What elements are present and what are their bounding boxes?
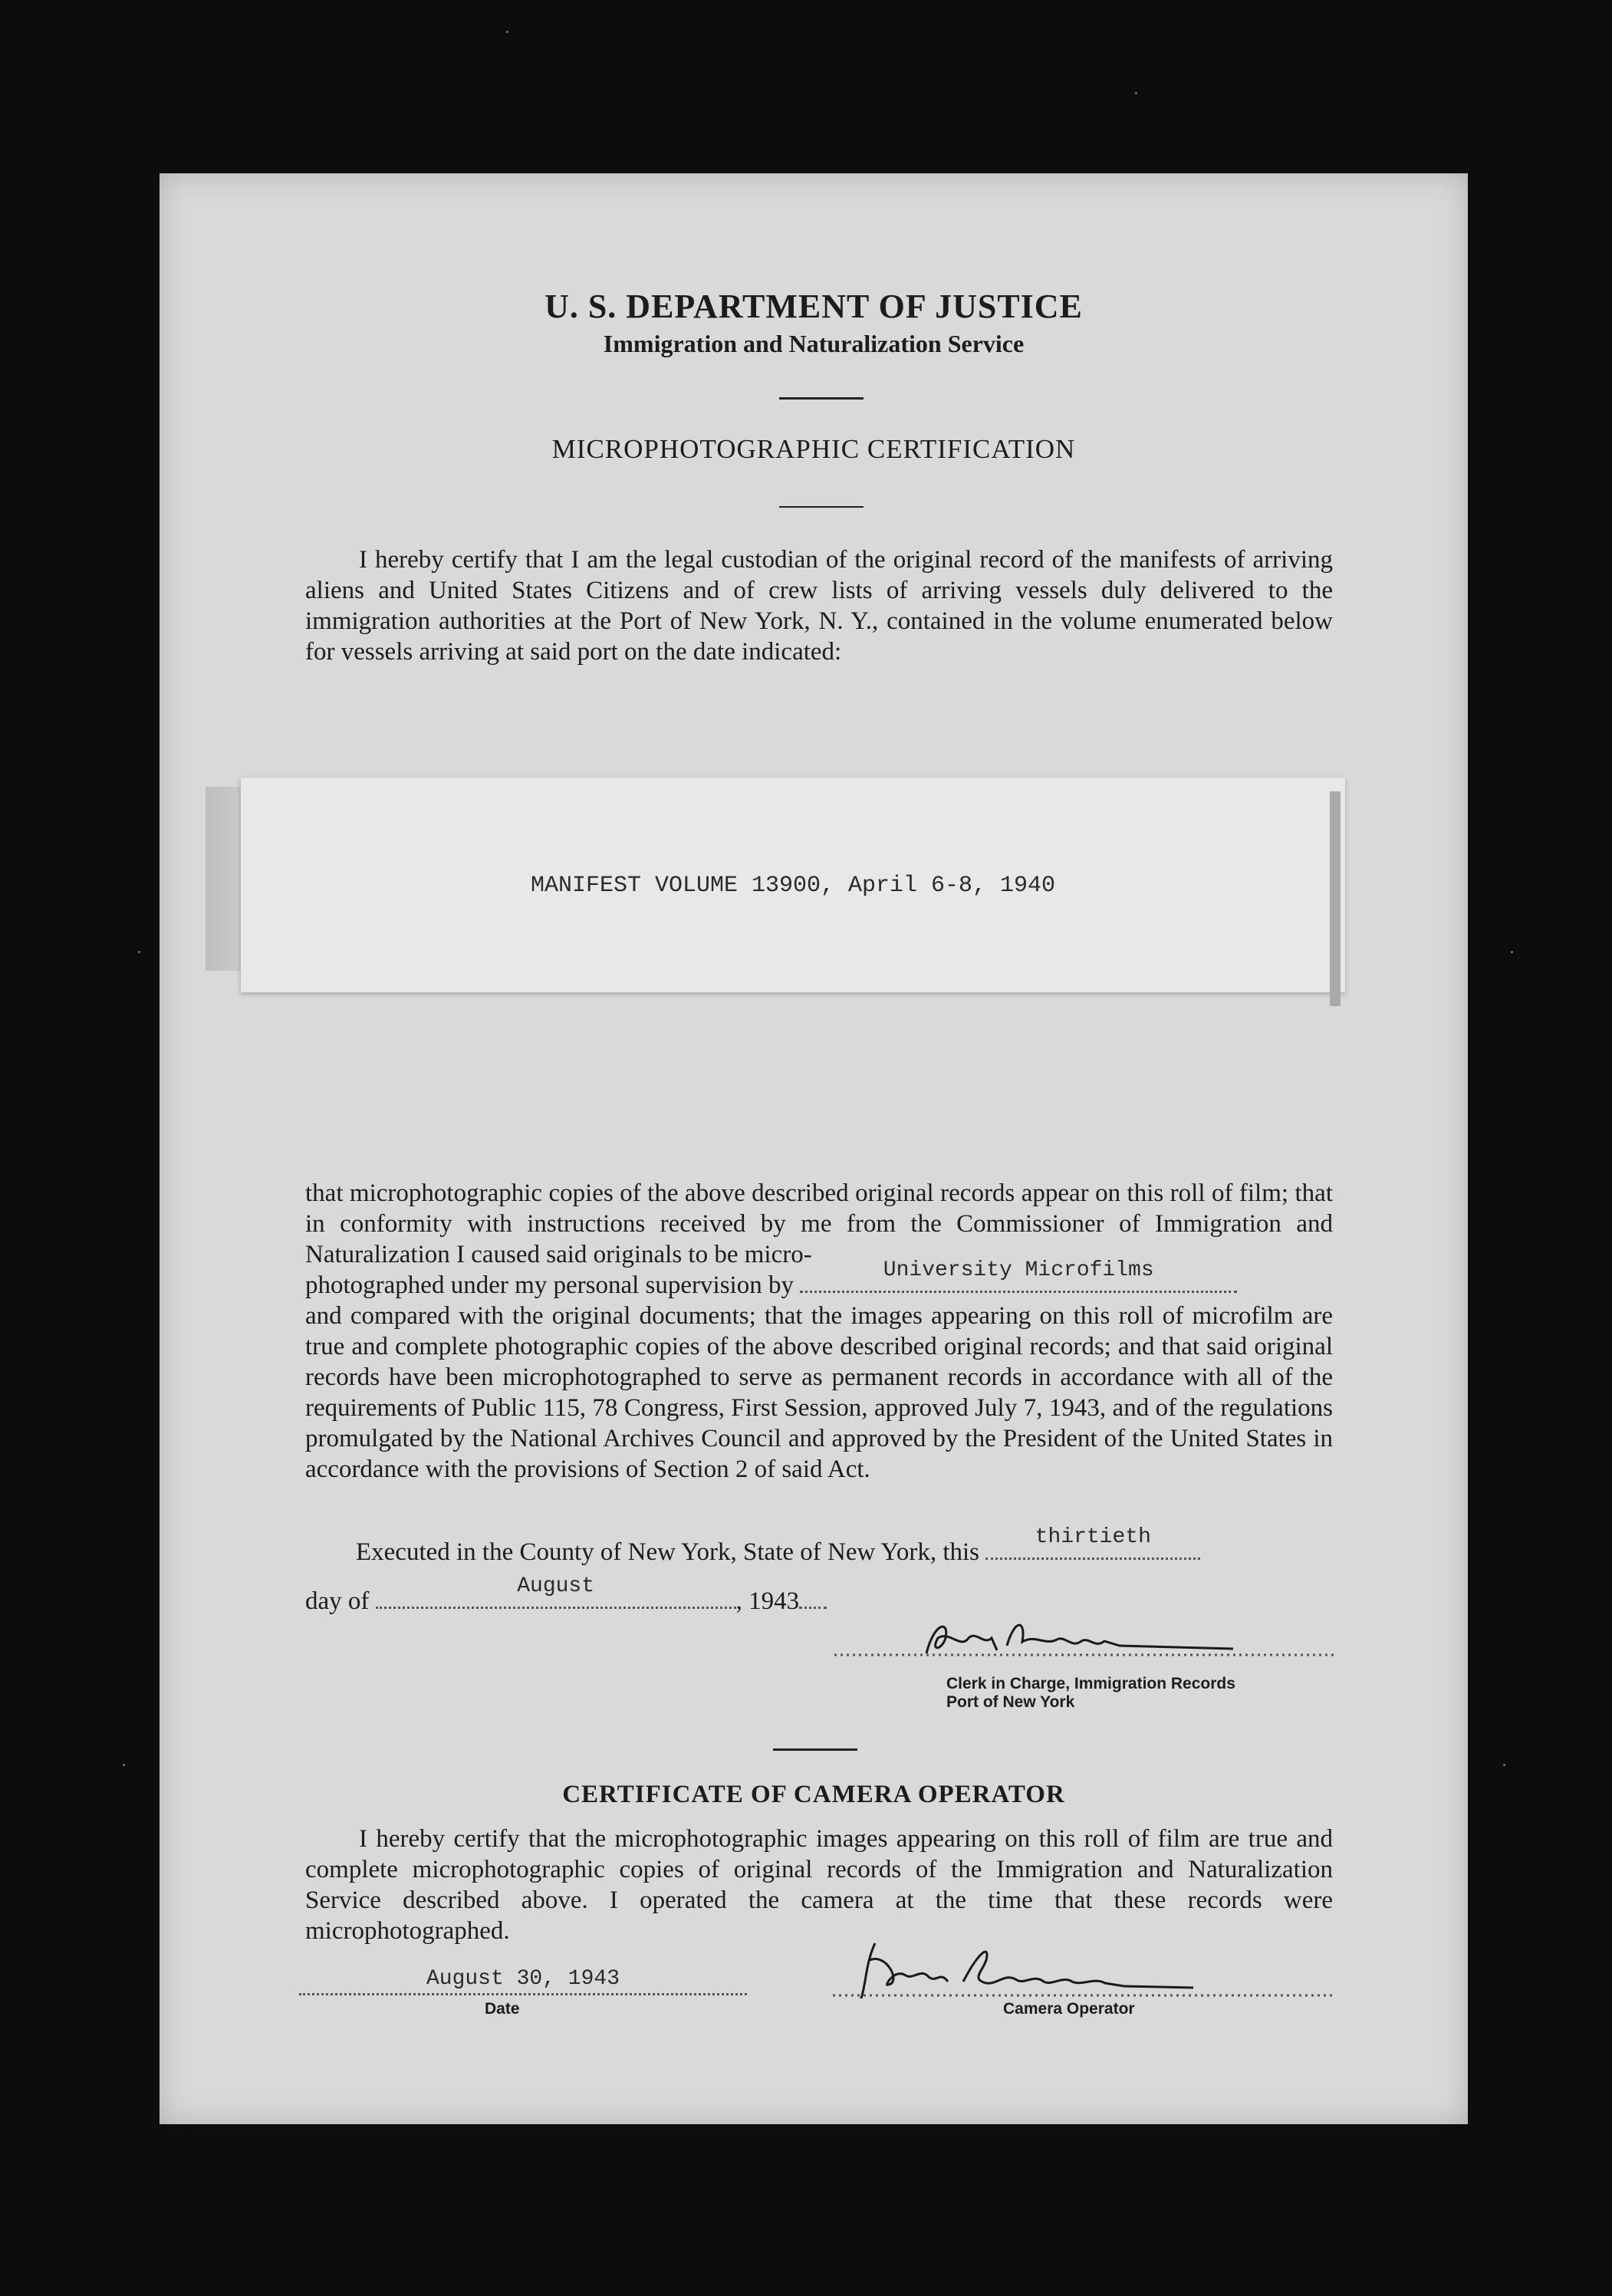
certification-paragraph-end: and compared with the original documents; that the images appearing on this roll of microfilm are true and complete photographic copies of the above described original records; and that said original records have been microphotographed to serve as permanent records in accordance with all of the requirements of Public 115, 78 Congress, First Session, approved July 7, 1943, and of the regulations promulgated by the National Archives Council and approved by the President of the United States in accordance with the provisions of Section 2 of said Act. <box>305 1302 1333 1483</box>
clerk-title <box>946 1675 1235 1712</box>
custodian-statement: I hereby certify that I am the legal custodian of the original record of the manifests of arriving aliens and United States Citizens and of crew lists of arriving vessels duly delivered to the immigration authorities at the Port of New York, N. Y., contained in the volume enumerated below for vessels arriving at said port on the date indicated: <box>305 546 1333 666</box>
clerk-title-line1: Clerk in Charge, Immigration Records <box>946 1675 1235 1692</box>
volume-slip-text: MANIFEST VOLUME 13900, April 6-8, 1940 <box>530 873 1056 899</box>
day-value: thirtieth <box>1035 1525 1151 1549</box>
executed-prefix: Executed in the County of New York, State of New York, this <box>356 1538 980 1566</box>
volume-slip <box>241 778 1345 992</box>
year-text: , 1943 <box>735 1587 800 1615</box>
day-field <box>985 1525 1200 1560</box>
certificate-sheet <box>160 173 1468 2124</box>
film-speck <box>1511 951 1513 953</box>
film-speck <box>123 1764 125 1766</box>
clerk-title-line2: Port of New York <box>946 1693 1075 1711</box>
supervisor-value: University Microfilms <box>883 1258 1154 1282</box>
clerk-signature <box>834 1615 1334 1661</box>
film-speck <box>1135 92 1137 94</box>
date-field <box>299 1968 747 1995</box>
agency-heading: U. S. DEPARTMENT OF JUSTICE <box>544 288 1083 325</box>
day-of-label: day of <box>305 1587 370 1615</box>
camera-operator-statement: I hereby certify that the microphotographic images appearing on this roll of film are true and complete microphotographic copies of original records of the Immigration and Naturalization Service described above. I operated the camera at the time that these records were microphotographed. <box>305 1825 1333 1945</box>
month-field <box>376 1574 736 1609</box>
clerk-signature-field <box>834 1615 1334 1661</box>
film-speck <box>506 31 508 33</box>
operator-label: Camera Operator <box>1003 2000 1135 2018</box>
film-speck <box>1503 1764 1505 1766</box>
supervision-line <box>305 1258 1237 1301</box>
operator-signature-field <box>833 1937 1336 1998</box>
divider <box>779 397 864 400</box>
slip-edge <box>1330 791 1341 1006</box>
operator-signature <box>833 1937 1336 1998</box>
divider <box>773 1748 857 1751</box>
camera-operator-heading: CERTIFICATE OF CAMERA OPERATOR <box>562 1781 1065 1808</box>
date-line <box>305 1574 827 1617</box>
year-dots <box>799 1587 827 1609</box>
date-value: August 30, 1943 <box>426 1967 620 1991</box>
certification-paragraph-start: that microphotographic copies of the above described original records appear on this roll of film; that in conformity with instructions received by me from the Commissioner of Immigration and Naturalization I caused said originals to be micro- <box>305 1179 1333 1268</box>
film-speck <box>138 951 140 953</box>
service-subheading: Immigration and Naturalization Service <box>603 330 1025 357</box>
month-value: August <box>517 1574 595 1598</box>
executed-line <box>356 1525 1200 1567</box>
document-title: MICROPHOTOGRAPHIC CERTIFICATION <box>551 434 1076 464</box>
date-label: Date <box>485 2000 520 2018</box>
supervisor-field <box>800 1258 1237 1293</box>
divider <box>779 506 864 508</box>
supervision-prefix: photographed under my personal supervision by <box>305 1271 794 1299</box>
